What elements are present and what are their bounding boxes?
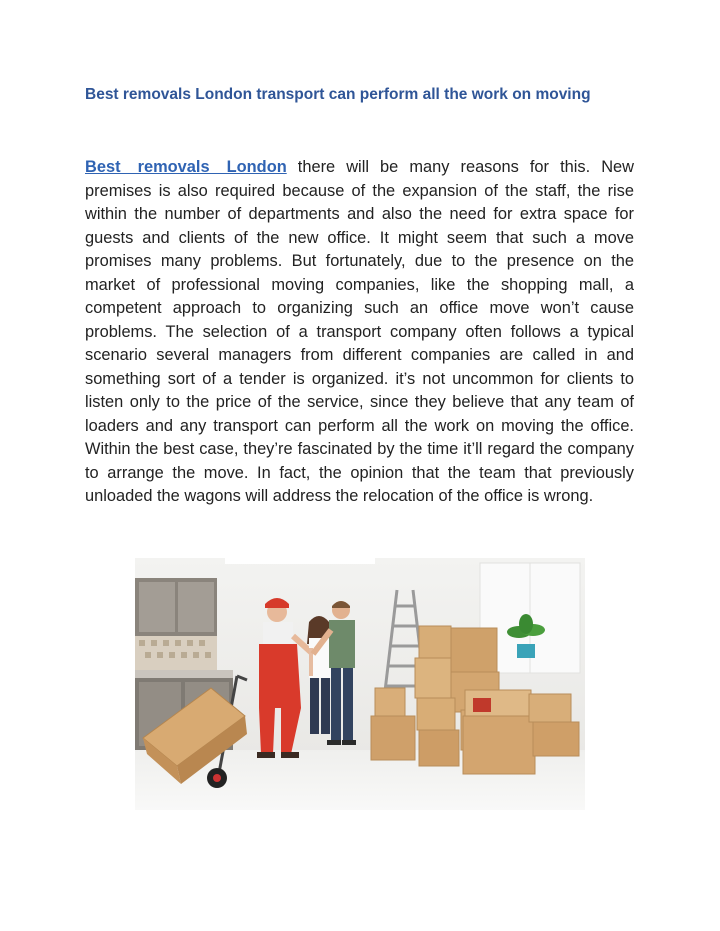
page-title: Best removals London transport can perform all the work on moving	[85, 86, 591, 103]
moving-photo	[135, 558, 585, 810]
body-text: there will be many reasons for this. New premises is also required because of the expansion of the staff, the rise within the number of departments and also the need for extra space for guests and clients of the new office. It might seem that such a move promises many problems. But fortunately, due to the presence on the market of professional moving companies, like the shopping mall, a competent approach to organizing such an office move won’t cause problems. The selection of a transport company often follows a typical scenario several managers from different companies are called in and something sort of a tender is organized. it’s not uncommon for clients to listen only to the price of the service, since they believe that any team of loaders and any transport can perform all the work on moving the office. Within the best case, they’re fascinated by the time it’ll regard the company to arrange the move. In fact, the opinion that the team that previously unloaded the wagons will address the relocation of the office is wrong.	[85, 158, 634, 505]
body-paragraph	[85, 156, 634, 509]
best-removals-london-link[interactable]: Best removals London	[85, 158, 287, 176]
